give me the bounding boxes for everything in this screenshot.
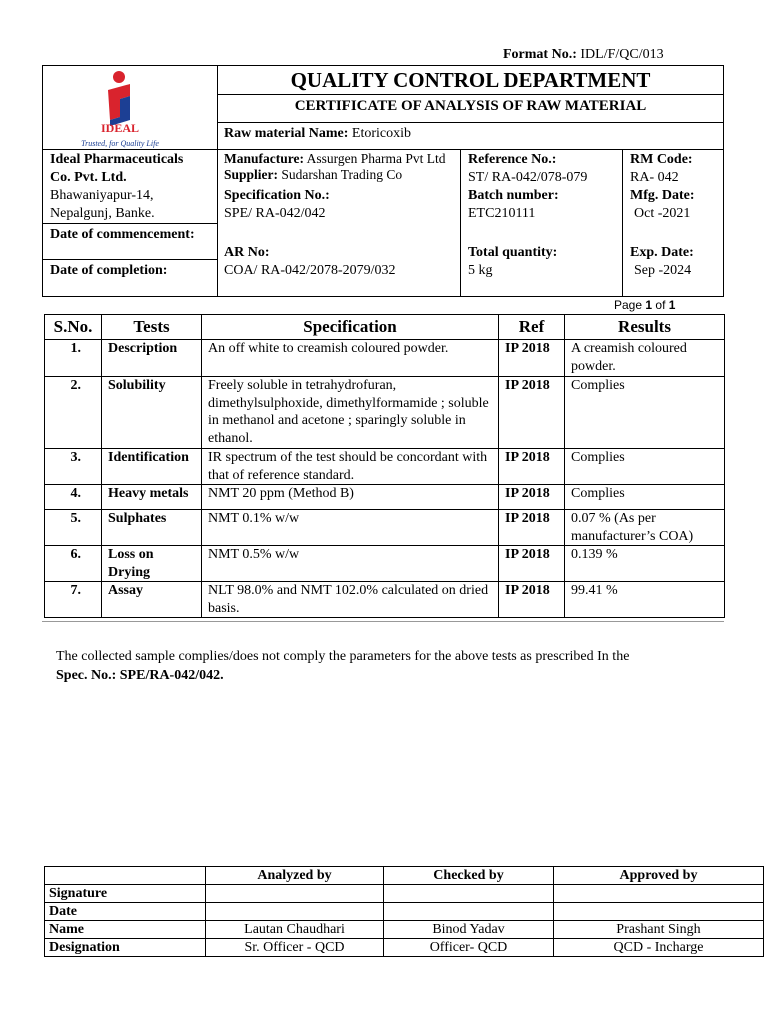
serial-number: 4. [45, 485, 102, 510]
row-label: Name [45, 921, 206, 939]
table-row [45, 449, 725, 485]
rm-code-value: RA- 042 [630, 170, 679, 185]
format-number [503, 47, 664, 63]
signature-approved [554, 885, 764, 903]
test-name: Heavy metals [102, 485, 202, 510]
specification: Freely soluble in tetrahydrofuran, dimethylsulphoxide, dimethylformamide ; soluble in methanol and acetone ; sparingly soluble in ethanol. [202, 377, 499, 449]
tests-table [44, 314, 725, 618]
spec-label: Specification No.: [224, 188, 330, 203]
address-1: Bhawaniyapur-14, [50, 188, 154, 203]
material-value: Etoricoxib [351, 126, 412, 141]
reference-label: Reference No.: [468, 152, 557, 167]
serial-number: 6. [45, 546, 102, 582]
department-title: QUALITY CONTROL DEPARTMENT [290, 68, 651, 92]
name-approved: Prashant Singh [554, 921, 764, 939]
divider [42, 259, 217, 260]
serial-number: 1. [45, 340, 102, 377]
address-2: Nepalgunj, Banke. [50, 206, 155, 221]
rm-code-label: RM Code: [630, 152, 693, 167]
supplier-label: Supplier: [224, 167, 279, 182]
specification: IR spectrum of the test should be concordant with that of reference standard. [202, 449, 499, 485]
qty-label: Total quantity: [468, 245, 558, 260]
table-row [45, 582, 725, 618]
signature-checked [384, 885, 554, 903]
specification: NMT 0.1% w/w [202, 510, 499, 546]
result: 0.139 % [565, 546, 725, 582]
reference: IP 2018 [499, 340, 565, 377]
test-name: Sulphates [102, 510, 202, 546]
column-header: Tests [102, 315, 202, 340]
spec-value: SPE/ RA-042/042 [224, 206, 326, 221]
test-name: Loss on Drying [102, 546, 202, 582]
column-header: Analyzed by [206, 867, 384, 885]
compliance-spec-ref: Spec. No.: SPE/RA-042/042. [56, 668, 224, 683]
completion-label: Date of completion: [50, 263, 168, 278]
result: 0.07 % (As per manufacturer’s COA) [565, 510, 725, 546]
column-header: S.No. [45, 315, 102, 340]
company-name-2: Co. Pvt. Ltd. [50, 170, 127, 185]
date-checked [384, 903, 554, 921]
result: A creamish coloured powder. [565, 340, 725, 377]
tests-header-row [45, 315, 725, 340]
ar-label: AR No: [224, 245, 270, 260]
table-row [45, 377, 725, 449]
format-value: IDL/F/QC/013 [580, 47, 664, 62]
commencement-label: Date of commencement: [50, 227, 195, 242]
reference: IP 2018 [499, 449, 565, 485]
compliance-statement: The collected sample complies/does not comply the parameters for the above tests as prescribed In the [56, 649, 630, 664]
signature-analyzed [206, 885, 384, 903]
designation-checked: Officer- QCD [384, 939, 554, 957]
mfg-date-value: Oct -2021 [634, 206, 691, 221]
separator-line [42, 621, 724, 622]
date-approved [554, 903, 764, 921]
page-prefix: Page [614, 298, 643, 312]
mfg-date-label: Mfg. Date: [630, 188, 695, 203]
manufacture-value: Assurgen Pharma Pvt Ltd [306, 151, 446, 166]
reference: IP 2018 [499, 485, 565, 510]
table-row [45, 485, 725, 510]
specification: NMT 20 ppm (Method B) [202, 485, 499, 510]
table-row [45, 885, 764, 903]
result: Complies [565, 449, 725, 485]
material-name [224, 125, 411, 143]
serial-number: 3. [45, 449, 102, 485]
serial-number: 7. [45, 582, 102, 618]
column-header: Results [565, 315, 725, 340]
specification: NMT 0.5% w/w [202, 546, 499, 582]
divider [460, 149, 461, 297]
date-analyzed [206, 903, 384, 921]
ideal-logo [62, 68, 178, 150]
format-label: Format No.: [503, 47, 577, 62]
serial-number: 5. [45, 510, 102, 546]
row-label: Date [45, 903, 206, 921]
divider [42, 223, 217, 224]
column-header: Checked by [384, 867, 554, 885]
specification: An off white to creamish coloured powder. [202, 340, 499, 377]
batch-label: Batch number: [468, 188, 559, 203]
page-of: of [655, 298, 666, 312]
reference: IP 2018 [499, 546, 565, 582]
supplier-value: Sudarshan Trading Co [281, 167, 403, 182]
result: 99.41 % [565, 582, 725, 618]
company-name-1: Ideal Pharmaceuticals [50, 152, 184, 167]
table-row [45, 340, 725, 377]
name-analyzed: Lautan Chaudhari [206, 921, 384, 939]
result: Complies [565, 377, 725, 449]
column-header: Approved by [554, 867, 764, 885]
test-name: Solubility [102, 377, 202, 449]
exp-date-value: Sep -2024 [634, 263, 692, 278]
exp-date-label: Exp. Date: [630, 245, 694, 260]
signoff-table [44, 866, 764, 957]
logo-tagline: Trusted, for Quality Life [81, 139, 159, 148]
table-row [45, 546, 725, 582]
test-name: Description [102, 340, 202, 377]
table-row [45, 921, 764, 939]
table-row [45, 903, 764, 921]
divider [217, 122, 724, 123]
row-label: Designation [45, 939, 206, 957]
logo-brand: IDEAL [100, 121, 140, 135]
specification: NLT 98.0% and NMT 102.0% calculated on dried basis. [202, 582, 499, 618]
name-checked: Binod Yadav [384, 921, 554, 939]
column-header: Specification [202, 315, 499, 340]
serial-number: 2. [45, 377, 102, 449]
reference: IP 2018 [499, 377, 565, 449]
ar-value: COA/ RA-042/2078-2079/032 [224, 263, 396, 278]
signoff-header-row [45, 867, 764, 885]
designation-analyzed: Sr. Officer - QCD [206, 939, 384, 957]
result: Complies [565, 485, 725, 510]
table-row [45, 939, 764, 957]
ideal-logo-icon [62, 68, 178, 150]
divider [217, 94, 724, 95]
column-header [45, 867, 206, 885]
page-current: 1 [645, 298, 653, 312]
page-indicator [614, 297, 675, 313]
row-label: Signature [45, 885, 206, 903]
qty-value: 5 kg [468, 263, 493, 278]
batch-value: ETC210111 [468, 206, 536, 221]
supplier [224, 166, 402, 184]
designation-approved: QCD - Incharge [554, 939, 764, 957]
divider [622, 149, 623, 297]
certificate-title: CERTIFICATE OF ANALYSIS OF RAW MATERIAL [294, 98, 647, 114]
table-row [45, 510, 725, 546]
reference: IP 2018 [499, 582, 565, 618]
page-total: 1 [668, 298, 676, 312]
reference-value: ST/ RA-042/078-079 [468, 170, 588, 185]
test-name: Assay [102, 582, 202, 618]
reference: IP 2018 [499, 510, 565, 546]
manufacture-label: Manufacture: [224, 151, 304, 166]
test-name: Identification [102, 449, 202, 485]
column-header: Ref [499, 315, 565, 340]
material-label: Raw material Name: [224, 126, 349, 141]
